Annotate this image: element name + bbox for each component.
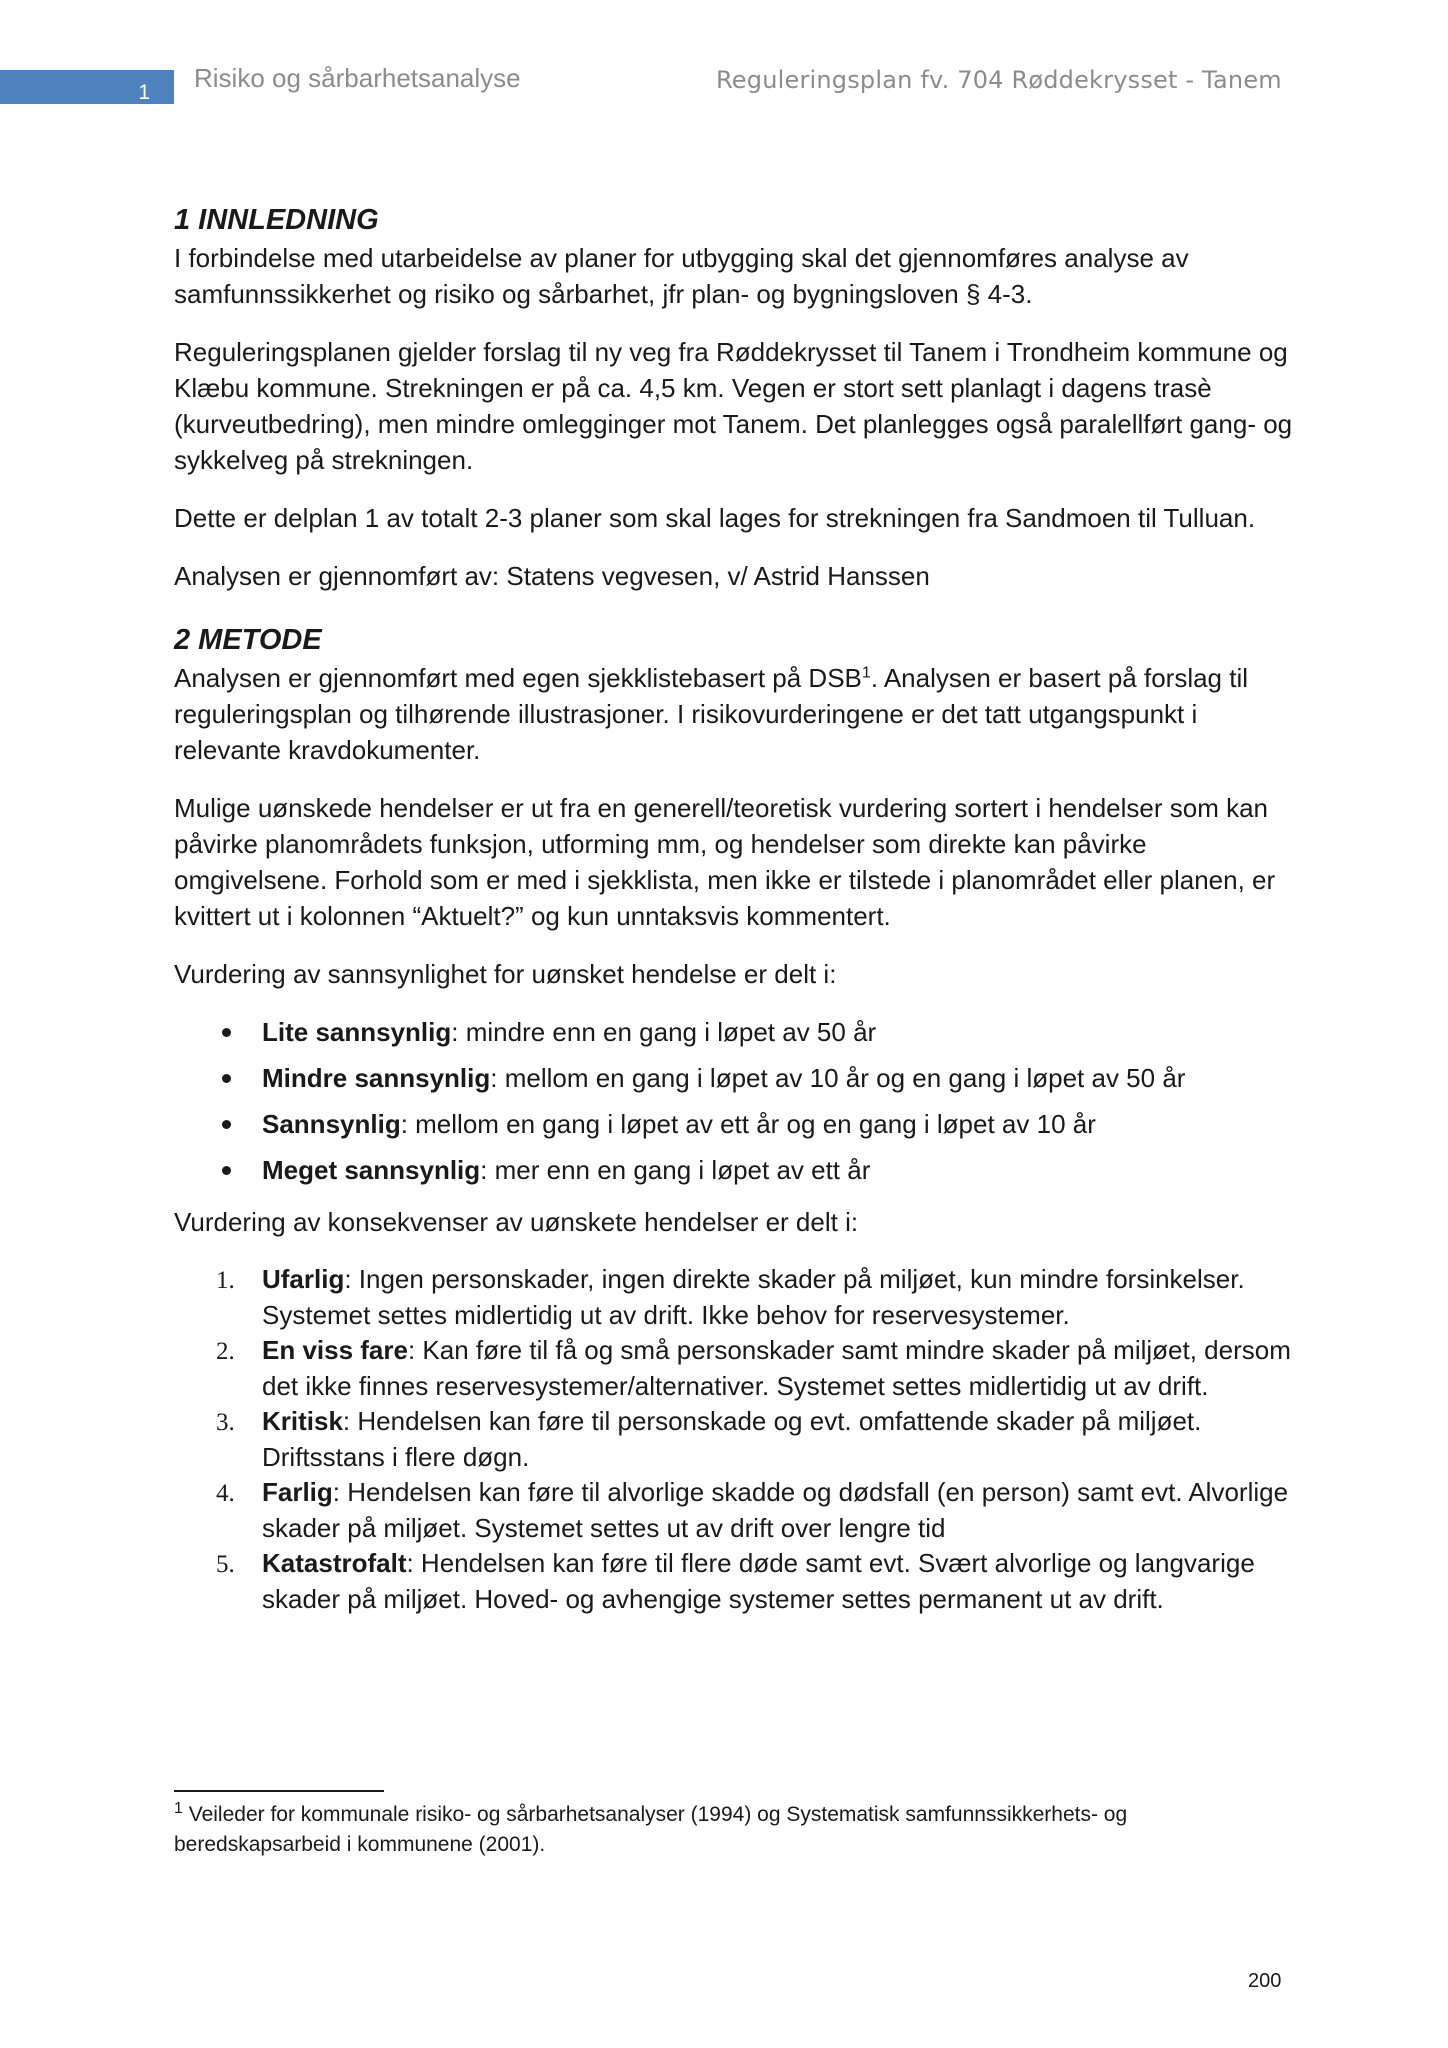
list-item-number: 5.	[216, 1551, 235, 1578]
document-body	[174, 200, 1294, 1617]
list-item-number: 3.	[216, 1409, 235, 1436]
header-right-title: Reguleringsplan fv. 704 Røddekrysset - Tanem	[716, 66, 1282, 94]
list-item	[174, 1475, 1294, 1546]
paragraph-text: . Analysen er basert på forslag til reguleringsplan og tilhørende illustrasjoner. I risikovurderingene er det tatt utgangspunkt i relevante kravdokumenter.	[174, 663, 1249, 765]
section-2-paragraph-1	[174, 660, 1294, 768]
bullet-icon	[222, 1028, 231, 1037]
list-item	[174, 1014, 1294, 1050]
section-2-heading: 2 METODE	[174, 624, 322, 656]
footnote-reference[interactable]: 1	[861, 664, 871, 682]
list-item-term: Mindre sannsynlig	[262, 1063, 491, 1093]
list-item	[174, 1262, 1294, 1333]
footnote-divider	[174, 1790, 384, 1792]
paragraph-text: Analysen er gjennomført med egen sjekklistebasert på DSB	[174, 663, 862, 693]
list-item-term: Ufarlig	[262, 1264, 345, 1294]
list-item-term: Sannsynlig	[262, 1109, 401, 1139]
list-item-desc: : mer enn en gang i løpet av ett år	[480, 1155, 871, 1185]
list-item-desc: : Kan føre til få og små personskader samt mindre skader på miljøet, dersom det ikke finnes reservesystemer/alternativer. Systemet settes midlertidig ut av drift.	[262, 1335, 1291, 1401]
bullet-icon	[222, 1074, 231, 1083]
list-item-term: En viss fare	[262, 1335, 408, 1365]
list-item-desc: : Ingen personskader, ingen direkte skader på miljøet, kun mindre forsinkelser. Systemet settes midlertidig ut av drift. Ikke behov for reservesystemer.	[262, 1264, 1245, 1330]
list-item-desc: : Hendelsen kan føre til personskade og evt. omfattende skader på miljøet. Driftsstans i flere døgn.	[262, 1406, 1202, 1472]
list-item	[174, 1546, 1294, 1617]
list-item-desc: : Hendelsen kan føre til alvorlige skadde og dødsfall (en person) samt evt. Alvorlige skader på miljøet. Systemet settes ut av drift over lengre tid	[262, 1477, 1289, 1543]
list-item-desc: : mindre enn en gang i løpet av 50 år	[451, 1017, 877, 1047]
list-item-term: Katastrofalt	[262, 1548, 407, 1578]
footnote-mark: 1	[174, 1800, 183, 1817]
list-item-desc: : Hendelsen kan føre til flere døde samt evt. Svært alvorlige og langvarige skader på miljøet. Hoved- og avhengige systemer settes permanent ut av drift.	[262, 1548, 1255, 1614]
section-1-paragraph-2: Reguleringsplanen gjelder forslag til ny veg fra Røddekrysset til Tanem i Trondheim kommune og Klæbu kommune. Strekningen er på ca. 4,5 km. Vegen er stort sett planlagt i dagens trasè (kurveutbedring), men mindre omlegginger mot Tanem. Det planlegges også paralellført gang- og sykkelveg på strekningen.	[174, 337, 1293, 475]
list-item	[174, 1152, 1294, 1188]
list-item-term: Lite sannsynlig	[262, 1017, 452, 1047]
list-item-term: Meget sannsynlig	[262, 1155, 481, 1185]
section-1-paragraph-4: Analysen er gjennomført av: Statens vegvesen, v/ Astrid Hanssen	[174, 561, 930, 591]
section-1-heading: 1 INNLEDNING	[174, 204, 379, 236]
section-2-paragraph-4: Vurdering av konsekvenser av uønskete hendelser er delt i:	[174, 1207, 859, 1237]
list-item	[174, 1060, 1294, 1096]
list-item	[174, 1404, 1294, 1475]
probability-list	[174, 1014, 1294, 1188]
section-2-paragraph-3: Vurdering av sannsynlighet for uønsket hendelse er delt i:	[174, 959, 837, 989]
section-1-paragraph-3: Dette er delplan 1 av totalt 2-3 planer som skal lages for strekningen fra Sandmoen til Tulluan.	[174, 503, 1256, 533]
list-item-number: 1.	[216, 1267, 235, 1294]
list-item-term: Farlig	[262, 1477, 333, 1507]
list-item-number: 2.	[216, 1338, 235, 1365]
footnote	[174, 1800, 1294, 1860]
list-item	[174, 1333, 1294, 1404]
list-item-number: 4.	[216, 1480, 235, 1507]
consequence-list	[174, 1262, 1294, 1617]
list-item-term: Kritisk	[262, 1406, 343, 1436]
bullet-icon	[222, 1120, 231, 1129]
list-item-desc: : mellom en gang i løpet av ett år og en gang i løpet av 10 år	[400, 1109, 1096, 1139]
section-2-paragraph-2: Mulige uønskede hendelser er ut fra en generell/teoretisk vurdering sortert i hendelser som kan påvirke planområdets funksjon, utforming mm, og hendelser som direkte kan påvirke omgivelsene. Forhold som er med i sjekklista, men ikke er tilstede i planområdet eller planen, er kvittert ut i kolonnen “Aktuelt?” og kun unntaksvis kommentert.	[174, 793, 1276, 931]
header-accent-bar	[0, 70, 174, 104]
header-left-title: Risiko og sårbarhetsanalyse	[194, 63, 521, 93]
list-item-desc: : mellom en gang i løpet av 10 år og en gang i løpet av 50 år	[490, 1063, 1186, 1093]
list-item	[174, 1106, 1294, 1142]
page-number: 200	[1248, 1970, 1282, 1992]
footnote-text: Veileder for kommunale risiko- og sårbarhetsanalyser (1994) og Systematisk samfunnssikkerhets- og beredskapsarbeid i kommunene (2001).	[174, 1803, 1128, 1856]
bullet-icon	[222, 1166, 231, 1175]
header-page-number: 1	[138, 81, 150, 104]
section-1-paragraph-1: I forbindelse med utarbeidelse av planer for utbygging skal det gjennomføres analyse av samfunnssikkerhet og risiko og sårbarhet, jfr plan- og bygningsloven § 4-3.	[174, 243, 1189, 309]
